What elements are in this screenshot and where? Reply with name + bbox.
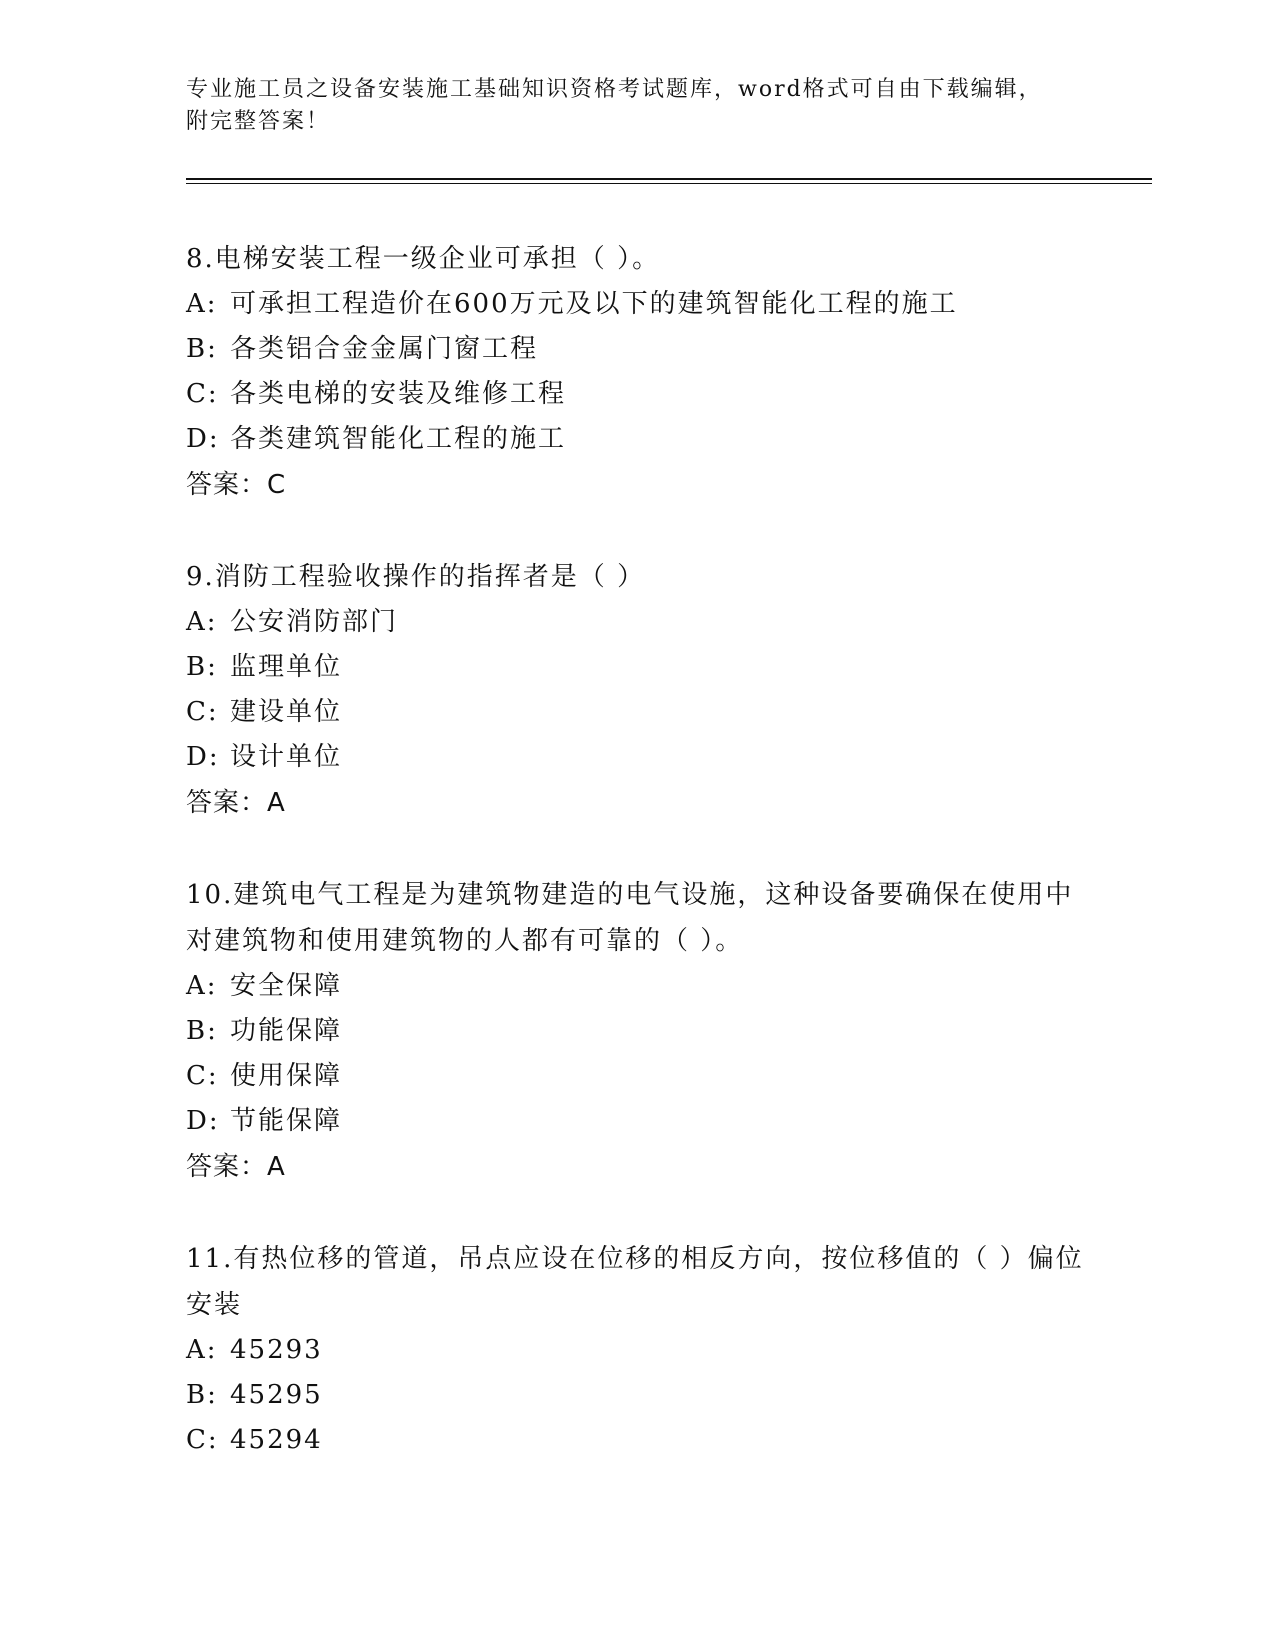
option-b xyxy=(186,645,1086,690)
option-c xyxy=(186,372,1086,417)
option-key: C: xyxy=(186,1425,219,1455)
header-line-1: 专业施工员之设备安装施工基础知识资格考试题库，word格式可自由下载编辑， xyxy=(186,77,1043,102)
option-text: 节能保障 xyxy=(230,1106,343,1136)
option-text: 各类电梯的安装及维修工程 xyxy=(230,379,567,409)
question-10 xyxy=(186,872,1086,1190)
option-text: 45295 xyxy=(230,1380,323,1410)
option-key: D: xyxy=(186,742,220,772)
option-a xyxy=(186,1328,1086,1373)
option-key: D: xyxy=(186,1106,220,1136)
option-key: A: xyxy=(186,971,218,1001)
option-text: 监理单位 xyxy=(230,652,343,682)
question-stem: 10.建筑电气工程是为建筑物建造的电气设施，这种设备要确保在使用中对建筑物和使用建筑物的人都有可靠的（ ）。 xyxy=(186,880,1074,956)
option-a xyxy=(186,282,1086,327)
option-key: C: xyxy=(186,1061,219,1091)
option-d xyxy=(186,735,1086,780)
option-text: 45294 xyxy=(230,1425,323,1455)
option-c xyxy=(186,690,1086,735)
option-c xyxy=(186,1418,1086,1463)
option-text: 各类建筑智能化工程的施工 xyxy=(230,424,567,454)
option-key: B: xyxy=(186,334,218,364)
option-text: 使用保障 xyxy=(230,1061,343,1091)
option-b xyxy=(186,1373,1086,1418)
option-text: 功能保障 xyxy=(230,1016,343,1046)
question-stem: 11.有热位移的管道，吊点应设在位移的相反方向，按位移值的（ ）偏位安装 xyxy=(186,1244,1084,1320)
question-list xyxy=(186,236,1086,1509)
option-key: A: xyxy=(186,289,218,319)
header-divider-thin xyxy=(186,183,1152,184)
option-key: D: xyxy=(186,424,220,454)
option-a xyxy=(186,600,1086,645)
header-line-2: 附完整答案！ xyxy=(186,109,331,134)
option-key: B: xyxy=(186,1380,218,1410)
option-b xyxy=(186,1009,1086,1054)
option-text: 各类铝合金金属门窗工程 xyxy=(230,334,539,364)
option-key: A: xyxy=(186,607,218,637)
option-a xyxy=(186,964,1086,1009)
option-text: 设计单位 xyxy=(230,742,343,772)
question-11 xyxy=(186,1236,1086,1463)
question-9 xyxy=(186,554,1086,826)
option-key: C: xyxy=(186,379,219,409)
option-c xyxy=(186,1054,1086,1099)
option-key: B: xyxy=(186,652,218,682)
answer-line: 答案：A xyxy=(186,1152,286,1182)
option-b xyxy=(186,327,1086,372)
question-stem: 9.消防工程验收操作的指挥者是（ ） xyxy=(186,562,646,592)
question-stem: 8.电梯安装工程一级企业可承担（ ）。 xyxy=(186,244,661,274)
option-text: 建设单位 xyxy=(230,697,343,727)
header-divider-thick xyxy=(186,178,1152,180)
option-text: 可承担工程造价在600万元及以下的建筑智能化工程的施工 xyxy=(230,289,958,319)
option-text: 45293 xyxy=(230,1335,323,1365)
option-text: 安全保障 xyxy=(230,971,343,1001)
answer-line: 答案：C xyxy=(186,470,287,500)
option-key: B: xyxy=(186,1016,218,1046)
option-key: C: xyxy=(186,697,219,727)
option-d xyxy=(186,1099,1086,1144)
answer-line: 答案：A xyxy=(186,788,286,818)
option-d xyxy=(186,417,1086,462)
option-text: 公安消防部门 xyxy=(230,607,399,637)
question-8 xyxy=(186,236,1086,508)
option-key: A: xyxy=(186,1335,218,1365)
document-header xyxy=(186,74,1086,138)
